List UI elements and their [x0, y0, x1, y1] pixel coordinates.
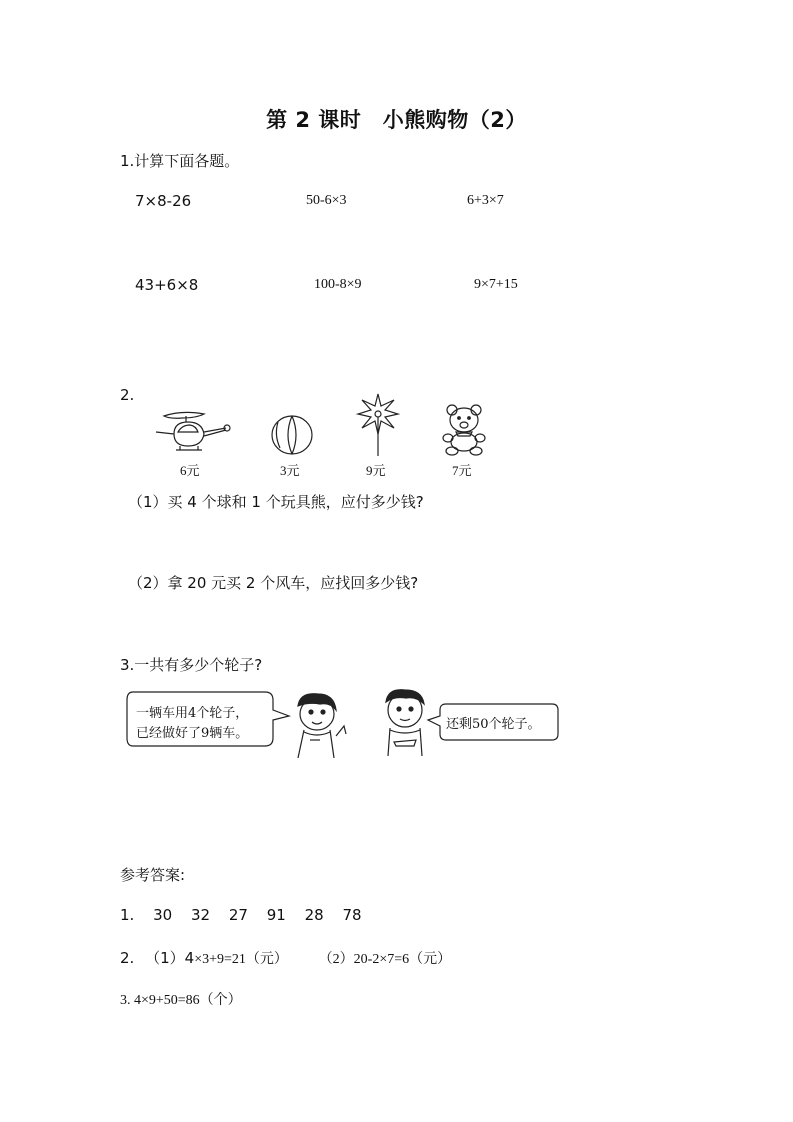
question-1-label: 1.计算下面各题。: [120, 152, 240, 170]
boy-right-icon: [380, 688, 430, 758]
answer-2-part-1-rest: ×3+9=21（元）: [194, 952, 288, 967]
helicopter-icon: [152, 408, 232, 458]
pinwheel-price: 9元: [366, 463, 386, 478]
answer-1-value: 32: [190, 906, 211, 924]
ball-price: 3元: [280, 463, 300, 478]
answer-1-prefix: 1.: [120, 906, 135, 924]
answer-1-value: 28: [304, 906, 324, 924]
expression-1-text: 7×8-26: [135, 192, 192, 210]
answer-1-value: 91: [266, 906, 286, 924]
answer-1-value: 78: [342, 906, 362, 924]
page-title: 第 2 课时 小熊购物（2）: [266, 108, 527, 132]
answers-label: 参考答案:: [120, 866, 186, 884]
speech-bubble-left-line-2: 已经做好了9辆车。: [136, 726, 249, 741]
boy-left-icon: [290, 692, 350, 760]
question-2-label: 2.: [120, 386, 135, 404]
answer-3: 3. 4×9+50=86（个）: [120, 993, 242, 1008]
answer-2-prefix: 2.: [120, 949, 135, 967]
teddy-bear-icon: [438, 402, 488, 456]
question-2-part-1: （1）买 4 个球和 1 个玩具熊，应付多少钱?: [128, 493, 424, 511]
question-3-label: 3.一共有多少个轮子?: [120, 656, 263, 674]
speech-bubble-right-text: 还剩50个轮子。: [446, 717, 541, 732]
speech-bubble-left-line-1: 一辆车用4个轮子，: [136, 706, 249, 721]
answer-2-part-2: （2）20-2×7=6（元）: [318, 952, 452, 967]
expression-6: 9×7+15: [474, 277, 518, 292]
expression-4: 43+6×8: [135, 276, 199, 294]
helicopter-price: 6元: [180, 463, 200, 478]
answer-1-value: 27: [228, 906, 248, 924]
expression-1: [135, 192, 191, 210]
question-2-part-2: （2）拿 20 元买 2 个风车，应找回多少钱?: [128, 574, 419, 592]
answer-2: [120, 947, 451, 968]
pinwheel-icon: [356, 392, 400, 458]
ball-icon: [270, 414, 314, 456]
answer-1: [120, 906, 376, 924]
expression-3: 6+3×7: [467, 193, 504, 208]
answer-2-part-1-number: （1）4: [145, 949, 195, 967]
expression-2: 50-6×3: [306, 193, 347, 208]
answer-1-value: 30: [153, 906, 173, 924]
teddy-bear-price: 7元: [452, 463, 472, 478]
expression-5: 100-8×9: [314, 277, 362, 292]
